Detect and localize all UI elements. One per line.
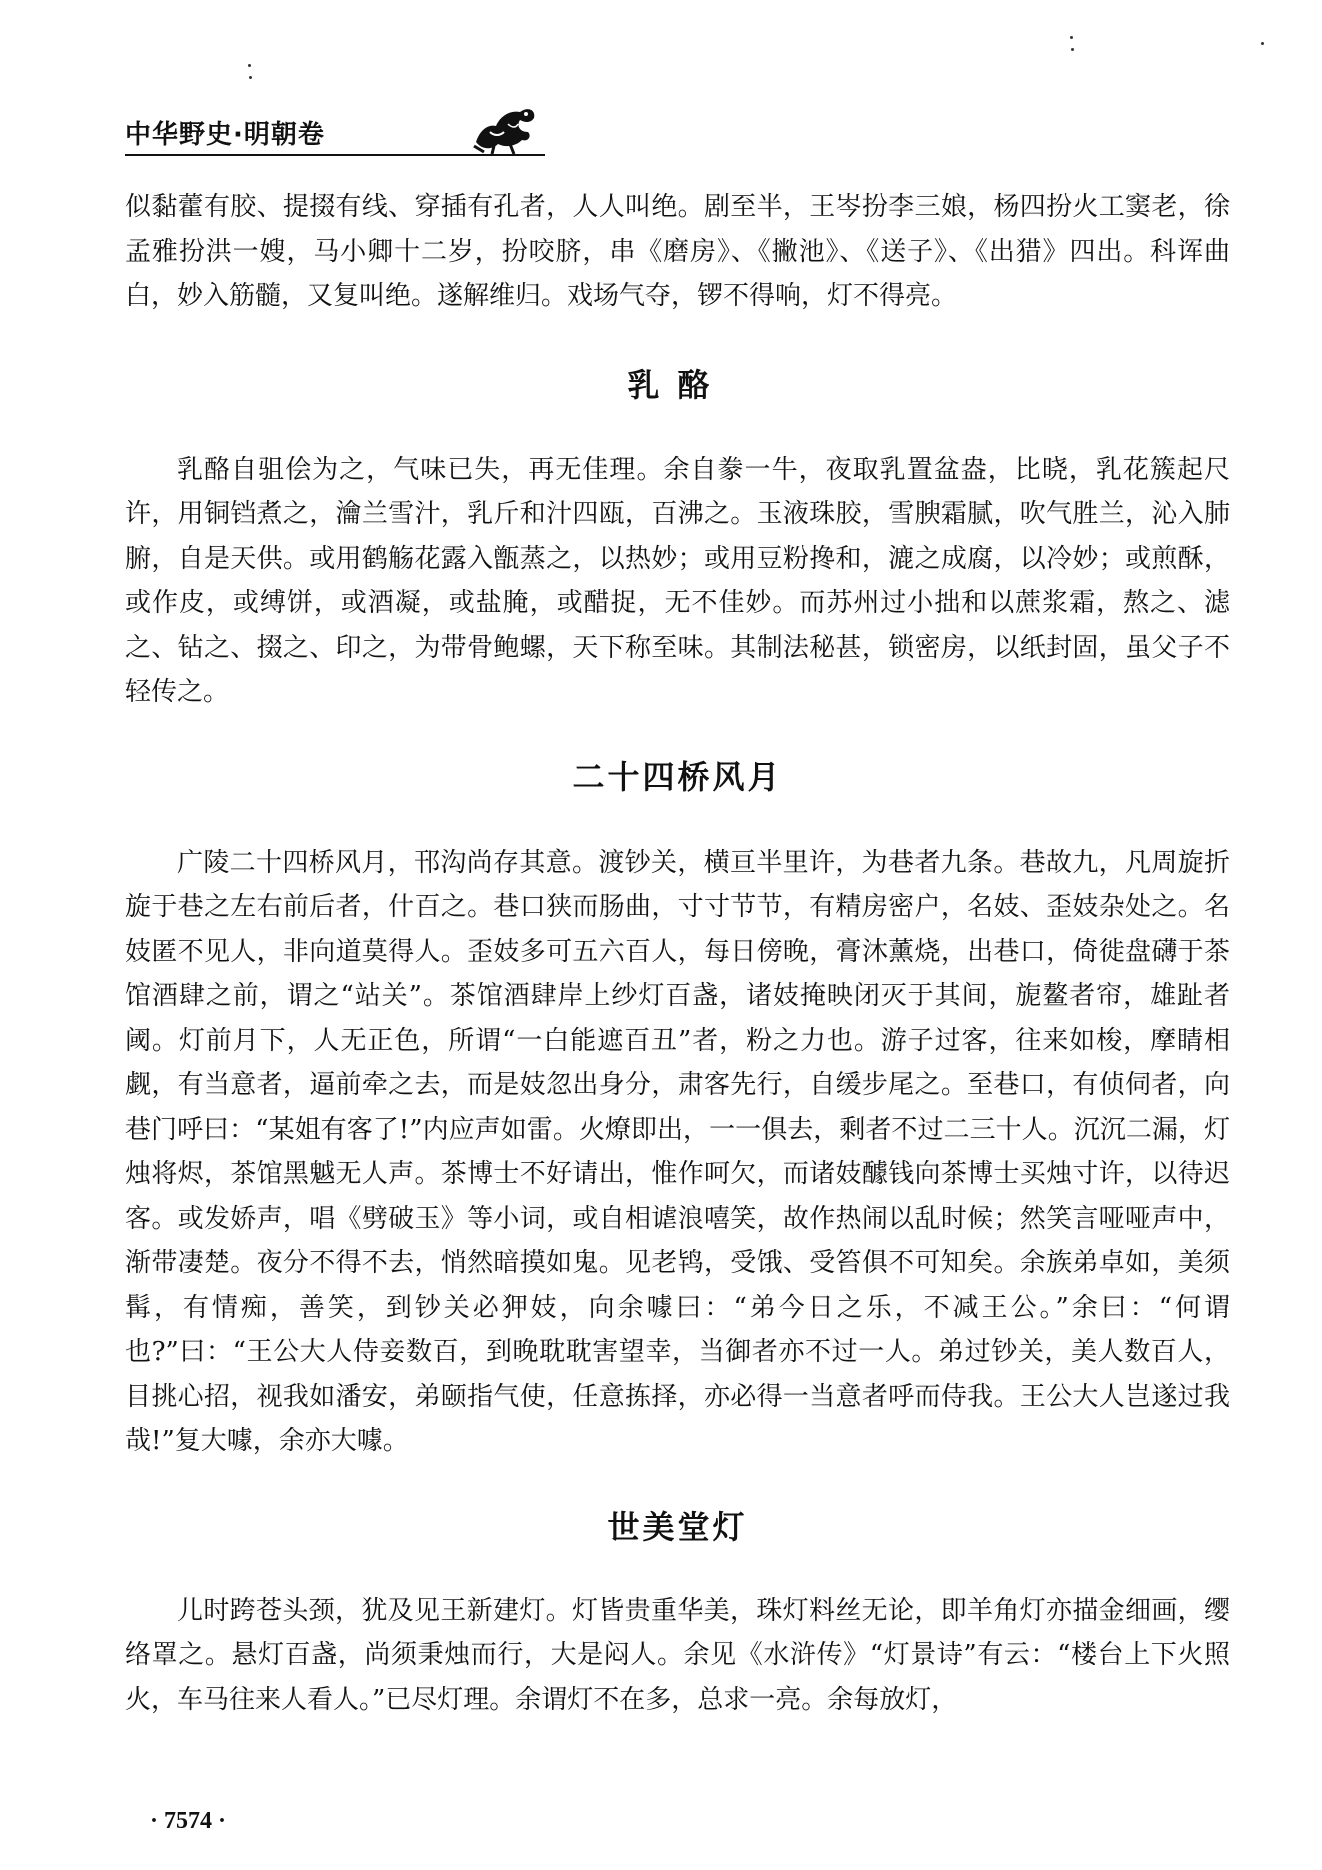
section-title-ershisi-qiao: 二十四桥风月 — [572, 757, 783, 796]
page-header — [125, 108, 545, 162]
paragraph-rulao: 乳酪自驵侩为之，气味已失，再无佳理。余自豢一牛，夜取乳置盆盎，比晓，乳花簇起尺许，用铜铛煮之，瀹兰雪汁，乳斤和汁四瓯，百沸之。玉液珠胶，雪腴霜腻，吹气胜兰，沁入肺腑，自是天供。或用鹤觞花露入甑蒸之，以热妙；或用豆粉搀和，漉之成腐，以冷妙；或煎酥，或作皮，或缚饼，或酒凝，或盐腌，或醋捉，无不佳妙。而苏州过小拙和以蔗浆霜，熬之、滤之、钻之、掇之、印之，为带骨鲍螺，天下称至味。其制法秘甚，锁密房，以纸封固，虽父子不轻传之。 — [125, 454, 1230, 707]
dragon-emblem-icon — [470, 102, 540, 154]
paragraph-ershisi-qiao: 广陵二十四桥风月，邗沟尚存其意。渡钞关，横亘半里许，为巷者九条。巷故九，凡周旋折旋于巷之左右前后者，什百之。巷口狭而肠曲，寸寸节节，有精房密户，名妓、歪妓杂处之。名妓匿不见人，非向道莫得人。歪妓多可五六百人，每日傍晚，膏沐薰烧，出巷口，倚徙盘礴于茶馆酒肆之前，谓之“站关”。茶馆酒肆岸上纱灯百盏，诸妓掩映闭灭于其间，旎鳌者帘，雄趾者阈。灯前月下，人无正色，所谓“一白能遮百丑”者，粉之力也。游子过客，往来如梭，摩睛相觑，有当意者，逼前牵之去，而是妓忽出身分，肃客先行，自缓步尾之。至巷口，有侦伺者，向巷门呼曰：“某姐有客了!”内应声如雷。火燎即出，一一俱去，剩者不过二三十人。沉沉二漏，灯烛将烬，茶馆黑魆无人声。茶博士不好请出，惟作呵欠，而诸妓醵钱向茶博士买烛寸许，以待迟客。或发娇声，唱《劈破玉》等小词，或自相谑浪嘻笑，故作热闹以乱时候；然笑言哑哑声中，渐带凄楚。夜分不得不去，悄然暗摸如鬼。见老鸨，受饿、受笞俱不可知矣。余族弟卓如，美须髯，有情痴，善笑，到钞关必狎妓，向余噱曰：“弟今日之乐，不减王公。”余曰：“何谓也?”曰：“王公大人侍妾数百，到晚耽耽害望幸，当御者亦不过一人。弟过钞关，美人数百人，目挑心招，视我如潘安，弟颐指气使，任意拣择，亦必得一当意者呼而侍我。王公大人岂遂过我哉!”复大噱，余亦大噱。 — [125, 847, 1230, 1456]
scan-speck — [248, 64, 251, 67]
section-title-rulao: 乳酪 — [627, 365, 728, 404]
series-title: 中华野史·明朝卷 — [125, 120, 325, 150]
page-number: · 7574 · — [150, 1808, 227, 1834]
scan-speck — [1071, 48, 1074, 51]
header-rule — [125, 154, 545, 156]
scan-speck — [249, 76, 252, 79]
page-content — [125, 185, 1230, 1722]
paragraph-shimeitang-deng: 儿时跨苍头颈，犹及见王新建灯。灯皆贵重华美，珠灯料丝无论，即羊角灯亦描金细画，缨络罩之。悬灯百盏，尚须秉烛而行，大是闷人。余见《水浒传》“灯景诗”有云：“楼台上下火照火，车马往来人看人。”已尽灯理。余谓灯不在多，总求一亮。余每放灯， — [125, 1595, 1230, 1715]
scan-speck — [1070, 36, 1073, 39]
section-title-shimeitang-deng: 世美堂灯 — [607, 1507, 748, 1546]
scan-speck — [1261, 42, 1264, 45]
paragraph-continued: 似黏藿有胶、提掇有线、穿插有孔者，人人叫绝。剧至半，王岑扮李三娘，杨四扮火工窦老，徐孟雅扮洪一嫂，马小卿十二岁，扮咬脐，串《磨房》、《撇池》、《送子》、《出猎》四出。科诨曲白，妙入筋髓，又复叫绝。遂解维归。戏场气夺，锣不得响，灯不得亮。 — [125, 192, 1230, 311]
